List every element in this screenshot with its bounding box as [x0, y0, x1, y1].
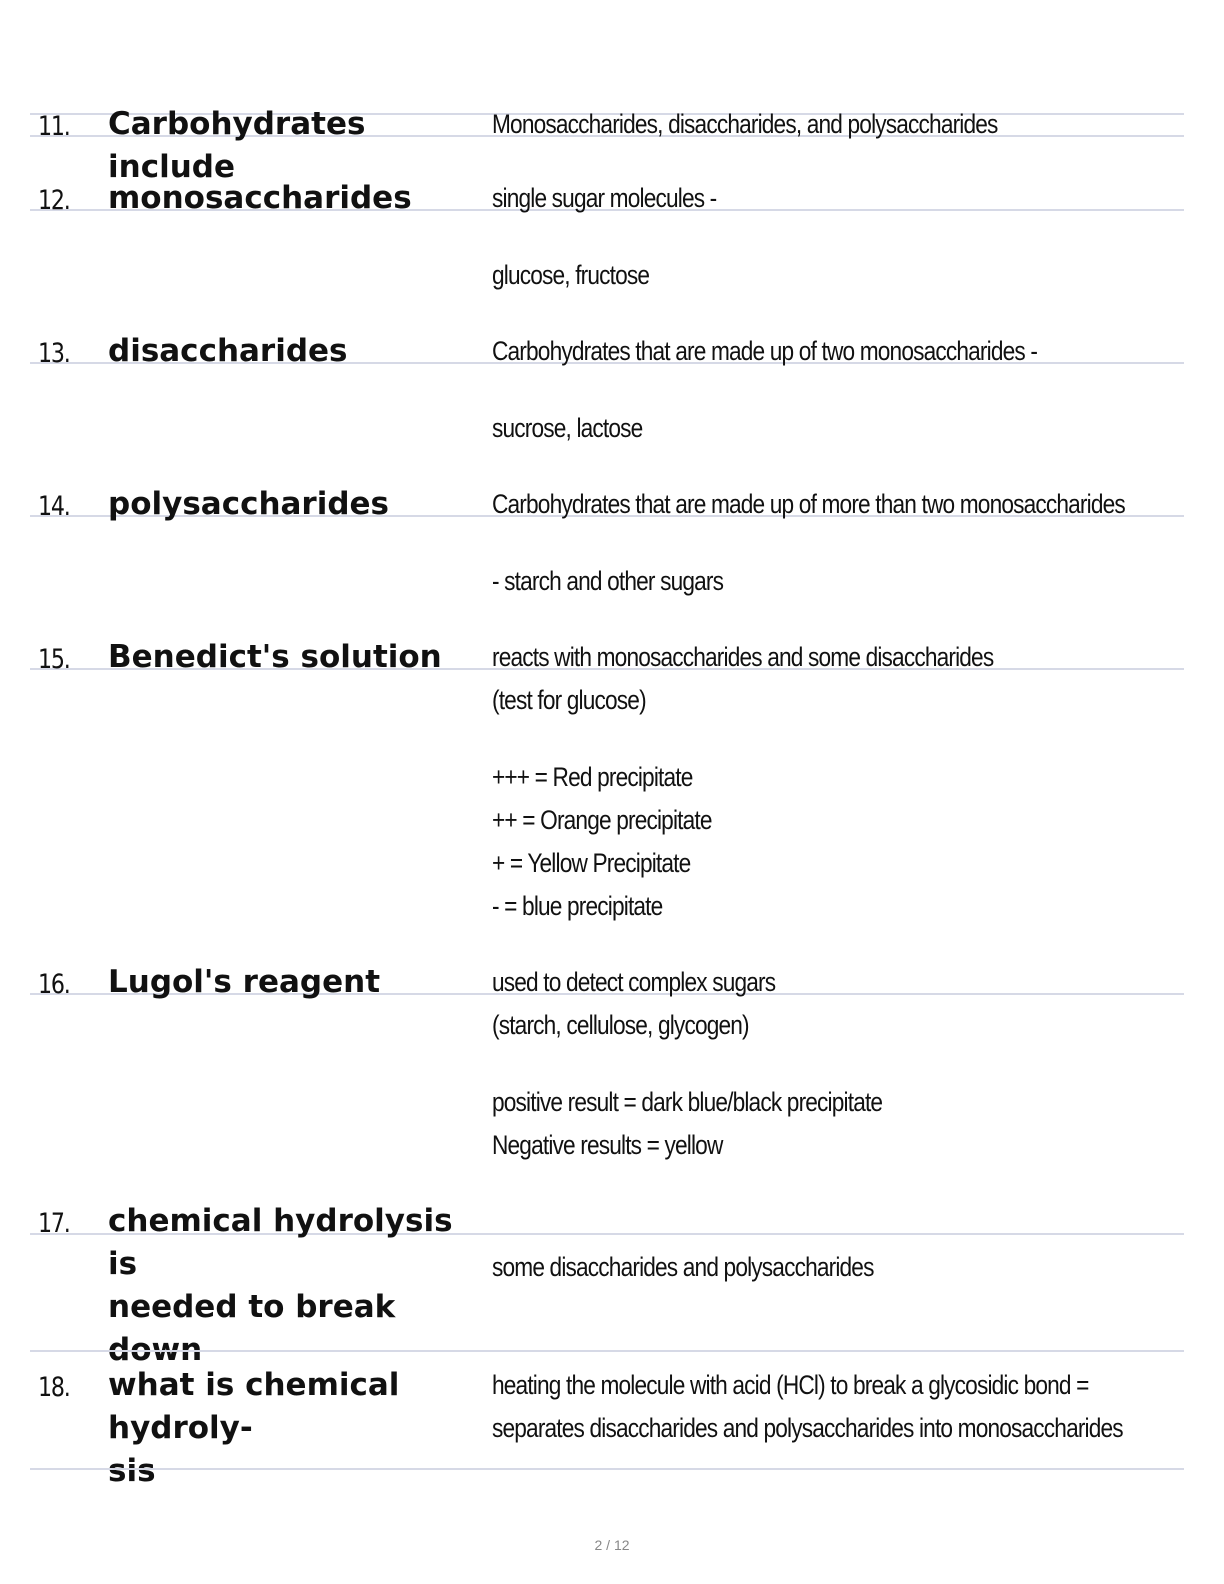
definition-line: heating the molecule with acid (HCl) to break a glycosidic bond =: [492, 1370, 1089, 1400]
entry-definition: [492, 961, 882, 1167]
definition-line: Negative results = yellow: [492, 1130, 723, 1160]
definition-line: Carbohydrates that are made up of more than two monosaccharides: [492, 489, 1125, 519]
definition-line: glucose, fructose: [492, 260, 650, 290]
definition-line: - starch and other sugars: [492, 566, 724, 596]
entry-number: 15.: [38, 644, 70, 675]
definition-line: [492, 373, 1037, 407]
divider: [30, 1468, 1184, 1470]
entry-number: 14.: [38, 491, 70, 522]
definition-line: ++ = Orange precipitate: [492, 805, 712, 835]
entry-number: 17.: [38, 1208, 70, 1239]
definition-line: used to detect complex sugars: [492, 967, 776, 997]
entry-definition: [492, 103, 998, 146]
page-indicator: 2 / 12: [594, 1537, 630, 1553]
definition-line: sucrose, lactose: [492, 413, 643, 443]
entry-term: disaccharides: [108, 333, 348, 369]
definition-line: - = blue precipitate: [492, 891, 663, 921]
entry-term: polysaccharides: [108, 486, 390, 522]
definition-line: [492, 526, 1125, 560]
entry-definition: [492, 636, 993, 928]
definition-line: some disaccharides and polysaccharides: [492, 1252, 874, 1282]
definition-line: (starch, cellulose, glycogen): [492, 1010, 749, 1040]
entry-term: Lugol's reagent: [108, 964, 381, 1000]
definition-line: + = Yellow Precipitate: [492, 848, 691, 878]
entry-term: chemical hydrolysis is needed to break down: [108, 1203, 453, 1368]
definition-line: [492, 722, 993, 756]
entry-number: 18.: [38, 1372, 70, 1403]
definition-line: [492, 220, 716, 254]
definition-line: Carbohydrates that are made up of two monosaccharides -: [492, 336, 1038, 366]
divider: [30, 1350, 1184, 1352]
definition-line: +++ = Red precipitate: [492, 762, 693, 792]
entry-definition: [492, 483, 1125, 603]
entry-definition: [492, 330, 1037, 450]
entry-number: 11.: [38, 111, 70, 142]
entry-definition: [492, 1246, 874, 1289]
definition-line: (test for glucose): [492, 685, 646, 715]
entry-term: Carbohydrates include: [108, 106, 366, 185]
entry-number: 12.: [38, 185, 70, 216]
definition-line: positive result = dark blue/black precipitate: [492, 1087, 883, 1117]
definition-line: single sugar molecules -: [492, 183, 717, 213]
entry-term: Benedict's solution: [108, 639, 442, 675]
definition-line: Monosaccharides, disaccharides, and polysaccharides: [492, 109, 998, 139]
entry-term: monosaccharides: [108, 180, 412, 216]
entry-definition: [492, 1364, 1123, 1450]
definition-line: [492, 1047, 882, 1081]
definition-line: separates disaccharides and polysaccharides into monosaccharides: [492, 1413, 1123, 1443]
entry-term: what is chemical hydroly- sis: [108, 1367, 400, 1489]
entry-number: 16.: [38, 969, 70, 1000]
definition-line: reacts with monosaccharides and some disaccharides: [492, 642, 994, 672]
entry-definition: [492, 177, 716, 297]
entry-number: 13.: [38, 338, 70, 369]
